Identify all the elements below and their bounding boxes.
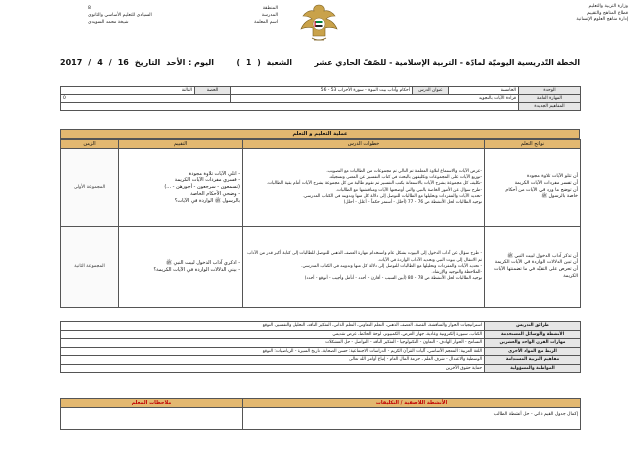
outcomes-cell (485, 149, 581, 227)
outcome-item: أن توضح ما ورد في الآيات من أحكام (505, 187, 578, 193)
section-label: الشعبة (266, 58, 292, 68)
period-label: الحصة (195, 87, 231, 95)
lesson-steps-header (61, 140, 581, 149)
lesson-info-table (60, 86, 581, 111)
outcome-item: أن تفسر مفردات الآيات الكريمة (514, 180, 578, 186)
teacher-notes-cell (61, 408, 243, 430)
outcome-item: أن تذكر آداب الدخول لبيت النبي ﷺ (507, 253, 578, 259)
extras-row (61, 339, 581, 348)
extras-label: الربط مع المواد الأخرى (485, 347, 581, 356)
lesson-info-row (61, 87, 581, 95)
paren-open: ( (257, 58, 261, 68)
eval-item: - اذكري آداب الدخول لبيت النبي ﷺ (165, 260, 240, 267)
school-info-label: اسم المعلمة (254, 19, 278, 25)
eval-item: بالرسول ﷺ الواردة في الآيات؟ (174, 197, 240, 204)
concepts-row (61, 103, 581, 111)
date-day: 16 (117, 58, 129, 67)
uae-emblem-icon (298, 2, 340, 46)
school-info-row (88, 20, 278, 27)
skill-value-2: 0 (61, 95, 231, 103)
activities-cell (243, 408, 581, 430)
activity-separator: - (529, 412, 533, 417)
ministry-line: إدارة مناهج العلوم الإنسانية (576, 17, 628, 23)
activities-header-row (61, 399, 581, 408)
step-item: -عرض الآيات والاستماع لتلاوة المعلمة ثم التالي ثم مجموعات من الطالبات مع التصويب. (326, 168, 482, 174)
lesson-value: أحكام وآداب بيت النبوة - سورة الأحزاب 53 - 56 (231, 87, 413, 95)
school-info-value: السيادي للتعليم الأساسي والثانوي (88, 12, 152, 18)
eval-cell (119, 227, 243, 308)
outcome-item: أن تبين الدلالات الواردة في الآيات الكريمة (494, 260, 578, 266)
school-info-value: شيخة محمد السويدي (88, 19, 129, 25)
step-item: توجيه الطالبات لحل الأنشطة ص 76 - 77 (أحلل - أستمر حكماً - أعلل - أحلل) (343, 199, 482, 205)
step-item: -طرح سؤال عن الأمور الخاصة بالنبي والتي أوضحتها الآيات ومناقشتها مع الطالبات. (335, 187, 482, 193)
plan-title-line (60, 56, 580, 70)
extras-label: الأنشطة والوسائل المستخدمة (485, 330, 581, 339)
date-separator: / (88, 58, 92, 67)
date-label: التاريخ (134, 58, 161, 67)
outcomes-header: نواتج التعلم (485, 140, 581, 149)
skill-label: المهارة العامة (519, 95, 581, 103)
step-item: -الملاحظة والتوجيه والإرشاد. (431, 270, 482, 276)
extras-label: المواطنة والمسؤولية (485, 364, 581, 373)
step-item: توجيه الطالبات لحل الأنشطة ص 78 - 80 (أبين السبب - أقارن - أحدد - أتأمل وأجيب - أتوقع - أحدد) (304, 276, 482, 282)
activities-header: الأنشطة اللاصفية / التكليفات (243, 399, 581, 408)
school-info-value: 8 (88, 6, 91, 11)
teaching-process-band: عملية التعليم و التعلم (60, 129, 580, 139)
extras-value: الكتاب، سبورة إلكترونية وعادية، جهاز العرض، الكمبيوتر، لوحة الحائط، عرض تقديمي (61, 330, 485, 339)
extras-value: الوسطية والاعتدال - شرف العلم ، حرمة المال العام - إتباع أوامر الله تعالى (61, 356, 485, 365)
date-year: 2017 (60, 58, 83, 67)
activity-item: إكمال جدول القيم ذاتي (534, 412, 578, 417)
paren-close: ) (236, 58, 240, 68)
extras-row (61, 356, 581, 365)
step-item: - تحديد الآيات والمفردات وتحليلها مع الطالبات للتوصل إلى دلالة كل منها وتدوينه في الكتاب المدرسي. (301, 263, 482, 269)
extras-label: مفاهيم التربية المستدامة (485, 356, 581, 365)
unit-label: الوحدة (519, 87, 581, 95)
extras-value: التسامح - الحوار الهادف - التعاون - التكنولوجيا - التفكير الناقد - التواصل - حل المشكلات (61, 339, 485, 348)
activities-row (61, 408, 581, 430)
group-label: المجموعة الأولى (73, 184, 106, 190)
outcome-item: أن تتلو الآيات تلاوة مجودة (526, 174, 578, 180)
activities-table (60, 398, 581, 430)
group-cell (61, 149, 119, 227)
skill-row (61, 95, 581, 103)
section-box (236, 58, 291, 67)
extras-value: استراتيجيات الحوار والمناقشة، القصة، العصف الذهني، التعلم التعاوني، التعلم الذاتي، التفكير الناقد، التحليل والتفسير، التوقع (61, 322, 485, 331)
date-group (60, 58, 214, 68)
eval-item: - بيني الدلالات الواردة في الآيات الكريمة؟ (153, 267, 240, 273)
extras-value: حماية حقوق الآخرين (61, 364, 485, 373)
extras-row (61, 347, 581, 356)
steps-header: خطوات الدرس (243, 140, 485, 149)
extras-label: مهارات القرن الواحد والعشرين (485, 339, 581, 348)
extras-value: اللغة العربية: المعجم الأساسي، آليات القرآن الكريم - الدراسات الاجتماعية: حسن الصحابة، تاريخ السيرة - الرياضيات: التوقع (61, 347, 485, 356)
section-value: 1 (245, 58, 252, 68)
step-item: -تكليف كل مجموعة بشرح الآيات بالاستعانة بكتب التفسير ثم تقوم طالبة من كل مجموعة بشرح الآيات أمام بقية الطالبات. (266, 181, 482, 187)
eval-item: - وضحي الأحكام الخاصة (190, 190, 240, 197)
outcome-item: خاصة بالرسول ﷺ (541, 194, 578, 200)
plan-title: الخطة التّدريسية اليوميّة لمادّة - التربية الإسلامية - للصّفّ الحادي عشر (314, 58, 580, 68)
group-cell (61, 227, 119, 308)
outcomes-cell (485, 227, 581, 308)
group-label: المجموعة الثانية (74, 264, 105, 270)
step-item: -توزيع الآيات على المجموعات وتكليفهن بالبحث في كتاب التفسير عن المعنى وتسجيله. (328, 175, 482, 181)
school-info (88, 6, 278, 26)
ministry-line: وزارة التربية والتعليم (588, 4, 628, 9)
activity-item: حل أنشطة الطالب (493, 412, 530, 417)
lesson-label: عنوان الدرس (413, 87, 449, 95)
step-item: -تحديد الآيات والمفردات وتحليلها مع الطالبات للتوصل إلى دلالة كل منها وتدوينه في الكتاب المدرسي. (302, 193, 482, 199)
school-info-label: المنطقة (262, 6, 278, 11)
extras-row (61, 364, 581, 373)
lesson-step-row (61, 227, 581, 308)
eval-cell (119, 149, 243, 227)
step-item: - طرح سؤال عن آداب الدخول إلى البيوت بشكل عام واستخدام مهارة العصف الذهني للتوصل للطالبات إلى كتابة أكبر قدر من الآداب ثم الانتقال إلى بيوت النبي وتحديد الآداب الواردة في الآيات. (247, 251, 482, 263)
extras-row (61, 330, 581, 339)
eval-header: التقييم (119, 140, 243, 149)
outcome-item: أن تحرص على التقيّد في ما تضمنتها الآيات الكريمة (493, 267, 578, 279)
school-info-row (88, 13, 278, 20)
time-header: الزمن (61, 140, 119, 149)
unit-value: الخامسة (449, 87, 519, 95)
ministry-line: قطاع المناهج والتقييم (587, 10, 628, 16)
eval-item: - فسري مفردات الآيات الكريمة (174, 177, 240, 184)
period-value: الثالثة (61, 87, 195, 95)
steps-cell (243, 149, 485, 227)
steps-cell (243, 227, 485, 308)
extras-row (61, 322, 581, 331)
date-month: 4 (97, 58, 103, 67)
school-info-label: المدرسة (261, 12, 278, 18)
teacher-notes-header: ملاحظات المعلم (61, 399, 243, 408)
concepts-label: المفاهيم الجديدة (519, 103, 581, 111)
ministry-header (508, 4, 628, 24)
school-info-row (88, 6, 278, 13)
lesson-steps-table (60, 139, 581, 308)
lesson-extras-table (60, 321, 581, 373)
date-separator: / (108, 58, 112, 67)
day-label: اليوم : الأحد (166, 58, 214, 67)
concepts-value (61, 103, 519, 111)
skill-value: قراءة الآيات بالتجويد (231, 95, 519, 103)
extras-label: طرائق التدريس (485, 322, 581, 331)
lesson-step-row (61, 149, 581, 227)
eval-item: (تسمعون - سرجعون - أجورهن - ...) (164, 184, 240, 191)
eval-item: - اتلي الآيات تلاوة مجودة (188, 170, 240, 177)
